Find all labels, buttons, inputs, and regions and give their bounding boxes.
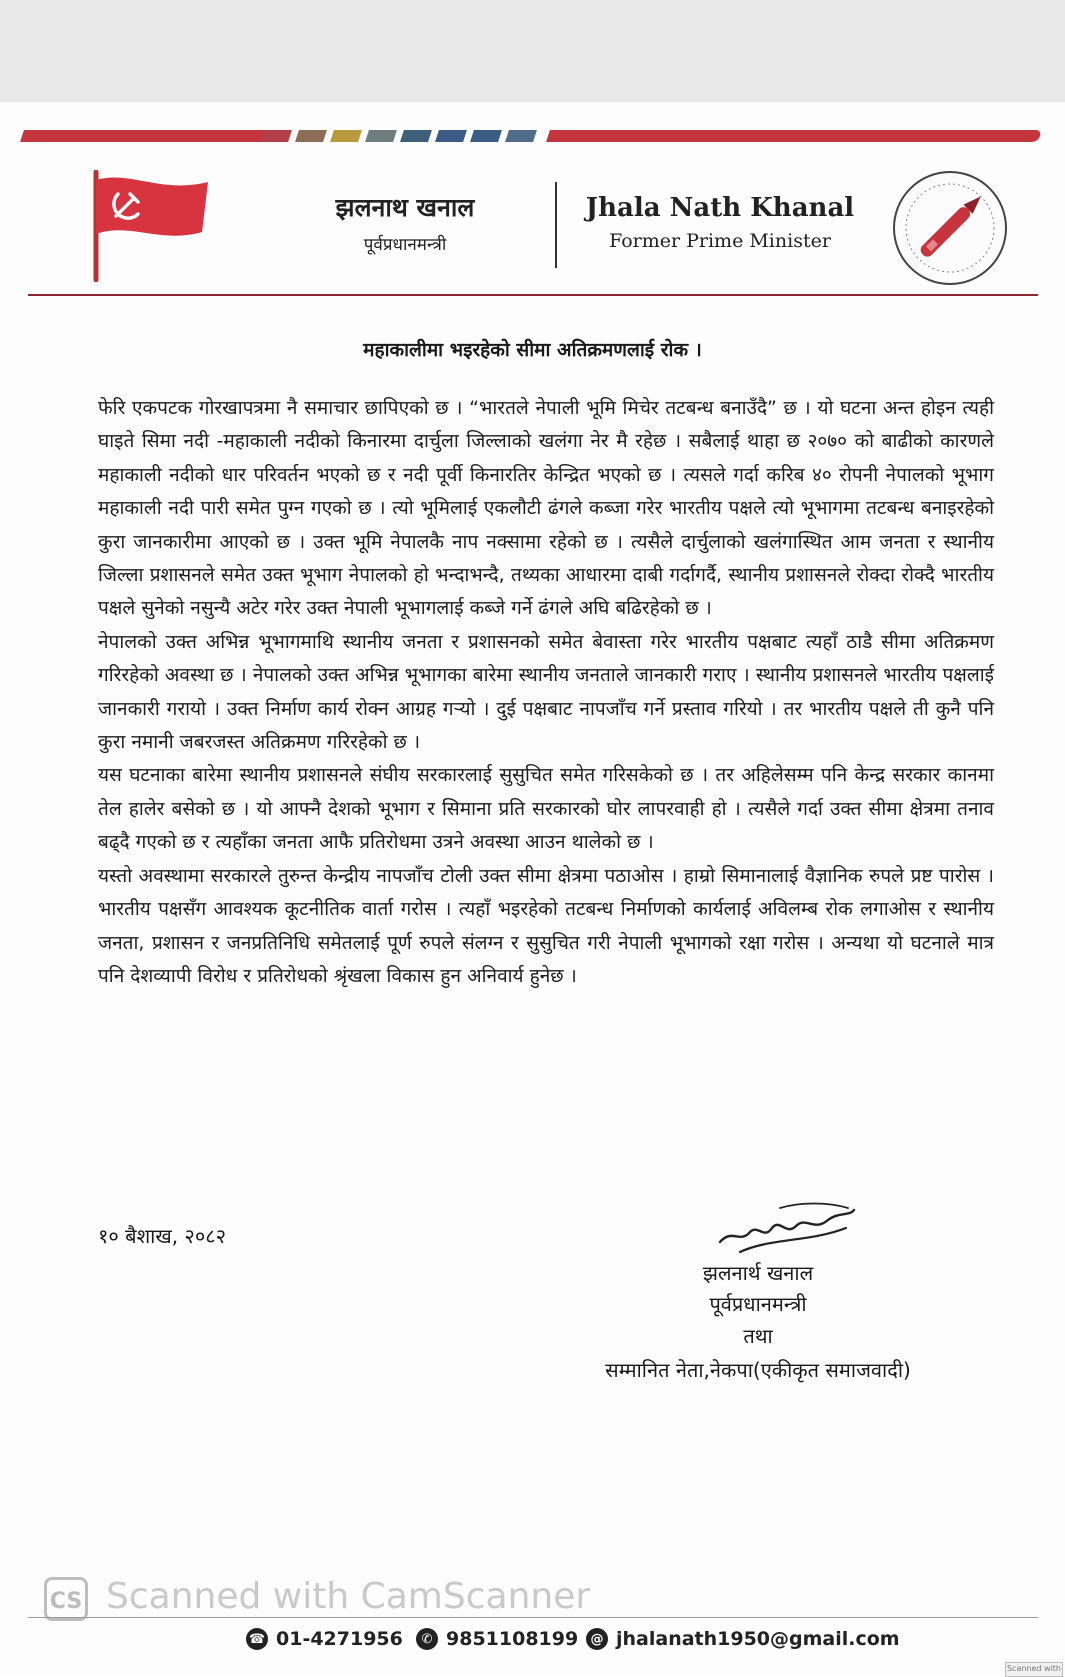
camscanner-watermark: Scanned with CamScanner (106, 1576, 591, 1617)
body-paragraph-3: यस घटनाका बारेमा स्थानीय प्रशासनले संघीय सरकारलाई सुसुचित समेत गरिसकेको छ । तर अहिलेसम्म पनि केन्द्र सरकार कानमा तेल हालेर बसेको छ । यो आफ्नै देशको भूभाग र सिमाना प्रति सरकारको घोर लापरवाही हो । त्यसैले गर्दा उक्त सीमा क्षेत्रमा तनाव बढ्दै गएको छ र त्यहाँका जनता आफै प्रतिरोधमा उत्रने अवस्था आउन थालेको छ । (98, 764, 994, 854)
stripe-block (505, 130, 537, 142)
stripe-block (295, 130, 327, 142)
footer-mobile (416, 1628, 578, 1650)
handwritten-signature (710, 1198, 860, 1264)
top-stripe-left (20, 130, 267, 142)
stripe-block (330, 130, 362, 142)
body-paragraph-1: फेरि एकपटक गोरखापत्रमा नै समाचार छापिएको छ । “भारतले नेपाली भूमि मिचेर तटबन्ध बनाउँदै” छ । यो घटना अन्त होइन त्यही घाइते सिमा नदी -महाकाली नदीको किनारमा दार्चुला जिल्लाको खलंगा नेर मै रहेछ । सबैलाई थाहा छ २०७० को बाढीको कारणले महाकाली नदीको धार परिवर्तन भएको छ र नदी पूर्वी किनारतिर केन्द्रित भएको छ । त्यसले गर्दा करिब ४० रोपनी नेपालको भूभाग महाकाली नदी पारी समेत पुग्न गएको छ । त्यो भूमिलाई एकलौटी ढंगले कब्जा गरेर भारतीय पक्षले त्यो भूभागमा तटबन्ध बनाइरहेको कुरा जानकारीमा आएको छ । उक्त भूमि नेपालकै नाप नक्सामा रहेको छ । त्यसैले दार्चुलाको खलंगास्थित आम जनता र स्थानीय जिल्ला प्रशासनले समेत उक्त भूभाग नेपालको हो भन्दाभन्दै, तथ्यका आधारमा दाबी गर्दागर्दै, स्थानीय प्रशासनले रोक्दा रोक्दै भारतीय पक्षले सुनेको नसुन्यै अटेर गरेर उक्त नेपाली भूभागलाई कब्जे गर्ने ढंगले अघि बढिरहेको छ । (98, 397, 994, 620)
letterhead-name-english: Jhala Nath Khanal (585, 193, 855, 223)
mobile-number: 9851108199 (446, 1628, 579, 1650)
camscanner-logo: CS (44, 1577, 88, 1621)
email-address[interactable]: jhalanath1950@gmail.com (616, 1628, 900, 1650)
footer-email[interactable] (586, 1628, 900, 1650)
letterhead-title-nepali: पूर्वप्रधानमन्त्री (363, 235, 447, 255)
top-stripe-right (546, 130, 1042, 142)
footer-phone (246, 1628, 403, 1650)
signatory-name: झलनार्थ खनाल (702, 1261, 814, 1285)
footer-rule (28, 1617, 1038, 1618)
whatsapp-icon: ✆ (416, 1628, 438, 1650)
letter-body (98, 392, 994, 993)
email-icon: @ (586, 1628, 608, 1650)
top-gray-band (0, 0, 1065, 102)
signatory-conjunction: तथा (743, 1324, 773, 1348)
body-paragraph-2: नेपालको उक्त अभिन्न भूभागमाथि स्थानीय जनता र प्रशासनको समेत बेवास्ता गरेर भारतीय पक्षबाट त्यहाँ ठाडै सीमा अतिक्रमण गरिरहेको अवस्था छ । नेपालको उक्त अभिन्न भूभागका बारेमा स्थानीय जनताले जानकारी गराए । स्थानीय प्रशासनले भारतीय पक्षलाई जानकारी गरायो । उक्त निर्माण कार्य रोक्न आग्रह गऱ्यो । दुई पक्षबाट नापजाँच गर्ने प्रस्ताव गरियो । तर भारतीय पक्षले ती कुनै पनि कुरा नमानी जबरजस्त अतिक्रमण गरिरहेको छ । (98, 630, 994, 754)
signatory-title: पूर्वप्रधानमन्त्री (709, 1292, 807, 1316)
stripe-block (260, 130, 292, 142)
stripe-block (435, 130, 467, 142)
pen-seal-icon (890, 168, 1010, 288)
stripe-block (470, 130, 502, 142)
letterhead-title-english: Former Prime Minister (609, 230, 831, 252)
phone-icon: ☎ (246, 1628, 268, 1650)
letter-date: १० बैशाख, २०८२ (98, 1224, 227, 1248)
hammer-sickle-flag-icon (80, 170, 220, 282)
body-paragraph-4: यस्तो अवस्थामा सरकारले तुरुन्त केन्द्रीय नापजाँच टोली उक्त सीमा क्षेत्रमा पठाओस । हाम्रो सिमानालाई वैज्ञानिक रुपले प्रष्ट पारोस । भारतीय पक्षसँग आवश्यक कूटनीतिक वार्ता गरोस । त्यहाँ भइरहेको तटबन्ध निर्माणको कार्यलाई अविलम्ब रोक लगाओस र स्थानीय जनता, प्रशासन र जनप्रतिनिधि समेतलाई पूर्ण रुपले संलग्न र सुसुचित गरी नेपाली भूभागको रक्षा गरोस । अन्यथा यो घटनाले मात्र पनि देशव्यापी विरोध र प्रतिरोधको श्रृंखला विकास हुन अनिवार्य हुनेछ । (98, 864, 994, 987)
phone-number: 01-4271956 (276, 1628, 403, 1650)
header-rule (28, 294, 1038, 296)
stripe-block (400, 130, 432, 142)
letterhead-name-nepali: झलनाथ खनाल (335, 193, 475, 222)
scanned-corner-tag: Scanned with (1005, 1662, 1063, 1677)
header-divider (555, 182, 557, 268)
letter-subject: महाकालीमा भइरहेको सीमा अतिक्रमणलाई रोक । (363, 339, 702, 361)
stripe-block (365, 130, 397, 142)
signatory-role: सम्मानित नेता,नेकपा(एकीकृत समाजवादी) (605, 1358, 911, 1382)
